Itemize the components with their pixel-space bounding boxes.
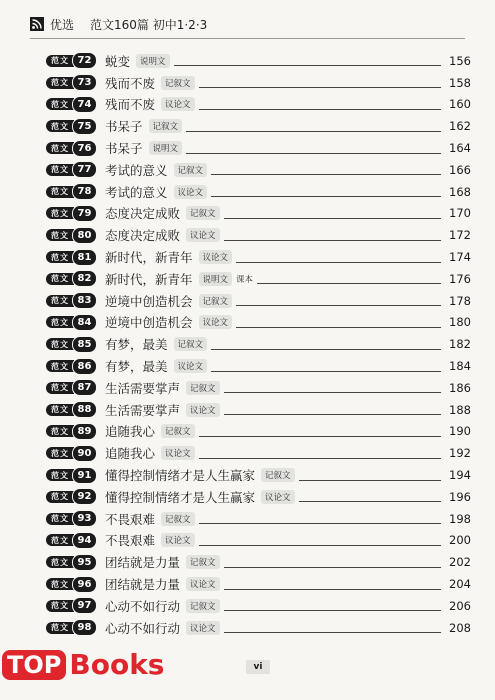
- leader-line: [224, 404, 441, 415]
- toc-entry[interactable]: [46, 333, 471, 355]
- entry-badge: [46, 359, 97, 374]
- badge-label: 范文: [46, 251, 74, 263]
- entry-badge: [46, 337, 97, 352]
- source-chip: 课本: [236, 274, 254, 285]
- toc-entry[interactable]: [46, 551, 471, 573]
- entry-title: 新时代，新青年: [105, 271, 193, 287]
- toc-entry[interactable]: [46, 159, 471, 181]
- toc-entry[interactable]: [46, 377, 471, 399]
- genre-chip: 记叙文: [186, 206, 220, 220]
- leader-line: [299, 470, 441, 481]
- badge-label: 范文: [46, 360, 74, 372]
- entry-title: 团结就是力量: [105, 555, 181, 571]
- genre-chip: 记叙文: [149, 119, 183, 133]
- entry-title: 心动不如行动: [105, 620, 181, 636]
- leader-line: [199, 77, 441, 88]
- toc-entry[interactable]: [46, 290, 471, 312]
- rss-logo-icon: [30, 17, 44, 31]
- leader-line: [186, 143, 441, 154]
- entry-page: 182: [449, 337, 471, 352]
- badge-label: 范文: [46, 164, 74, 176]
- entry-title: 蜕变: [105, 53, 131, 69]
- entry-number: 90: [72, 445, 97, 462]
- entry-badge: [46, 97, 97, 112]
- toc-entry[interactable]: [46, 72, 471, 94]
- entry-page: 208: [449, 620, 471, 635]
- entry-title: 考试的意义: [105, 184, 168, 200]
- entry-page: 174: [449, 250, 471, 265]
- brand-label: 优选: [50, 17, 75, 32]
- genre-chip: 记叙文: [174, 337, 208, 351]
- leader-line: [224, 622, 441, 633]
- entry-page: 190: [449, 424, 471, 439]
- toc-entry[interactable]: [46, 595, 471, 617]
- genre-chip: 议论文: [174, 359, 208, 373]
- entry-title: 有梦，最美: [105, 337, 168, 353]
- genre-chip: 议论文: [186, 403, 220, 417]
- entry-page: 200: [449, 533, 471, 548]
- entry-number: 73: [72, 74, 97, 91]
- entry-badge: [46, 271, 97, 286]
- entry-badge: [46, 533, 97, 548]
- entry-page: 162: [449, 119, 471, 134]
- genre-chip: 说明文: [149, 141, 183, 155]
- entry-badge: [46, 380, 97, 395]
- entry-number: 93: [72, 510, 97, 527]
- badge-label: 范文: [46, 295, 74, 307]
- entry-number: 96: [72, 576, 97, 593]
- genre-chip: 记叙文: [161, 512, 195, 526]
- toc-entry[interactable]: [46, 224, 471, 246]
- entry-number: 92: [72, 488, 97, 505]
- genre-chip: 议论文: [186, 228, 220, 242]
- toc-entry[interactable]: [46, 203, 471, 225]
- entry-page: 202: [449, 555, 471, 570]
- entry-number: 75: [72, 118, 97, 135]
- leader-line: [211, 186, 441, 197]
- badge-label: 范文: [46, 229, 74, 241]
- running-header: [30, 14, 207, 34]
- entry-title: 态度决定成败: [105, 228, 181, 244]
- entry-number: 87: [72, 379, 97, 396]
- leader-line: [199, 99, 441, 110]
- genre-chip: 记叙文: [186, 599, 220, 613]
- badge-label: 范文: [46, 534, 74, 546]
- entry-page: 164: [449, 141, 471, 156]
- leader-line: [224, 382, 441, 393]
- entry-page: 204: [449, 577, 471, 592]
- leader-line: [199, 448, 441, 459]
- genre-chip: 议论文: [174, 185, 208, 199]
- leader-line: [211, 361, 441, 372]
- entry-number: 78: [72, 183, 97, 200]
- entry-page: 166: [449, 162, 471, 177]
- entry-page: 188: [449, 402, 471, 417]
- entry-page: 194: [449, 468, 471, 483]
- entry-badge: [46, 511, 97, 526]
- entry-badge: [46, 315, 97, 330]
- badge-label: 范文: [46, 556, 74, 568]
- genre-chip: 议论文: [186, 577, 220, 591]
- entry-number: 91: [72, 467, 97, 484]
- toc-entry[interactable]: [46, 181, 471, 203]
- entry-title: 懂得控制情绪才是人生赢家: [105, 489, 256, 505]
- genre-chip: 记叙文: [174, 163, 208, 177]
- entry-title: 逆境中创造机会: [105, 315, 193, 331]
- leader-line: [299, 491, 441, 502]
- badge-label: 范文: [46, 622, 74, 634]
- entry-badge: [46, 489, 97, 504]
- entry-title: 书呆子: [105, 119, 143, 135]
- toc-entry[interactable]: [46, 50, 471, 72]
- entry-number: 82: [72, 270, 97, 287]
- genre-chip: 议论文: [161, 446, 195, 460]
- badge-label: 范文: [46, 338, 74, 350]
- toc-entry[interactable]: [46, 355, 471, 377]
- entry-badge: [46, 141, 97, 156]
- page-number: vi: [246, 660, 270, 674]
- toc-entry[interactable]: [46, 530, 471, 552]
- entry-badge: [46, 598, 97, 613]
- entry-number: 88: [72, 401, 97, 418]
- entry-number: 86: [72, 358, 97, 375]
- badge-label: 范文: [46, 382, 74, 394]
- badge-label: 范文: [46, 98, 74, 110]
- genre-chip: 记叙文: [261, 468, 295, 482]
- badge-label: 范文: [46, 469, 74, 481]
- entry-page: 170: [449, 206, 471, 221]
- badge-label: 范文: [46, 425, 74, 437]
- entry-badge: [46, 53, 97, 68]
- entry-title: 残而不废: [105, 75, 156, 91]
- entry-title: 不畏艰难: [105, 533, 156, 549]
- entry-badge: [46, 119, 97, 134]
- entry-badge: [46, 75, 97, 90]
- header-rule: [30, 38, 465, 39]
- genre-chip: 议论文: [161, 97, 195, 111]
- toc-entry[interactable]: [46, 312, 471, 334]
- entry-number: 76: [72, 140, 97, 157]
- entry-badge: [46, 577, 97, 592]
- toc-entry[interactable]: [46, 246, 471, 268]
- entry-page: 206: [449, 598, 471, 613]
- toc-entry[interactable]: [46, 442, 471, 464]
- toc-entry[interactable]: [46, 399, 471, 421]
- entry-title: 书呆子: [105, 141, 143, 157]
- entry-badge: [46, 424, 97, 439]
- badge-label: 范文: [46, 55, 74, 67]
- watermark-top: TOP: [2, 650, 66, 680]
- entry-number: 97: [72, 597, 97, 614]
- entry-badge: [46, 228, 97, 243]
- entry-title: 残而不废: [105, 97, 156, 113]
- entry-title: 追随我心: [105, 446, 156, 462]
- entry-number: 95: [72, 554, 97, 571]
- leader-line: [236, 317, 441, 328]
- leader-line: [224, 557, 441, 568]
- entry-page: 156: [449, 53, 471, 68]
- leader-line: [224, 208, 441, 219]
- toc-entry[interactable]: [46, 421, 471, 443]
- entry-title: 不畏艰难: [105, 511, 156, 527]
- genre-chip: 议论文: [161, 533, 195, 547]
- entry-badge: [46, 250, 97, 265]
- entry-badge: [46, 293, 97, 308]
- badge-label: 范文: [46, 142, 74, 154]
- leader-line: [257, 273, 441, 284]
- genre-chip: 议论文: [199, 315, 233, 329]
- entry-page: 180: [449, 315, 471, 330]
- entry-number: 81: [72, 249, 97, 266]
- entry-page: 196: [449, 489, 471, 504]
- badge-label: 范文: [46, 207, 74, 219]
- toc-entry[interactable]: [46, 486, 471, 508]
- entry-title: 懂得控制情绪才是人生赢家: [105, 468, 256, 484]
- genre-chip: 记叙文: [186, 381, 220, 395]
- table-of-contents: [46, 50, 471, 639]
- entry-title: 生活需要掌声: [105, 402, 181, 418]
- genre-chip: 议论文: [199, 250, 233, 264]
- entry-number: 80: [72, 227, 97, 244]
- entry-title: 考试的意义: [105, 162, 168, 178]
- leader-line: [224, 230, 441, 241]
- leader-line: [211, 339, 441, 350]
- entry-badge: [46, 620, 97, 635]
- genre-chip: 说明文: [199, 272, 233, 286]
- entry-badge: [46, 555, 97, 570]
- entry-title: 生活需要掌声: [105, 380, 181, 396]
- entry-title: 心动不如行动: [105, 598, 181, 614]
- topbooks-watermark: [2, 648, 164, 681]
- genre-chip: 记叙文: [199, 294, 233, 308]
- entry-badge: [46, 206, 97, 221]
- entry-title: 逆境中创造机会: [105, 293, 193, 309]
- entry-badge: [46, 184, 97, 199]
- leader-line: [199, 426, 441, 437]
- entry-number: 94: [72, 532, 97, 549]
- leader-line: [236, 252, 441, 263]
- entry-badge: [46, 468, 97, 483]
- entry-number: 72: [72, 52, 97, 69]
- genre-chip: 记叙文: [186, 555, 220, 569]
- badge-label: 范文: [46, 404, 74, 416]
- entry-page: 192: [449, 446, 471, 461]
- entry-number: 79: [72, 205, 97, 222]
- entry-title: 团结就是力量: [105, 577, 181, 593]
- badge-label: 范文: [46, 186, 74, 198]
- entry-badge: [46, 162, 97, 177]
- book-title: 范文160篇 初中1·2·3: [90, 17, 208, 32]
- badge-label: 范文: [46, 77, 74, 89]
- toc-entry[interactable]: [46, 268, 471, 290]
- leader-line: [211, 164, 441, 175]
- entry-title: 新时代，新青年: [105, 250, 193, 266]
- toc-entry[interactable]: [46, 617, 471, 639]
- badge-label: 范文: [46, 316, 74, 328]
- entry-page: 158: [449, 75, 471, 90]
- genre-chip: 说明文: [136, 54, 170, 68]
- leader-line: [186, 121, 441, 132]
- entry-number: 74: [72, 96, 97, 113]
- genre-chip: 议论文: [186, 621, 220, 635]
- entry-number: 77: [72, 161, 97, 178]
- toc-entry[interactable]: [46, 573, 471, 595]
- entry-title: 追随我心: [105, 424, 156, 440]
- badge-label: 范文: [46, 491, 74, 503]
- badge-label: 范文: [46, 120, 74, 132]
- leader-line: [224, 579, 441, 590]
- entry-title: 态度决定成败: [105, 206, 181, 222]
- entry-page: 198: [449, 511, 471, 526]
- entry-page: 172: [449, 228, 471, 243]
- toc-entry[interactable]: [46, 115, 471, 137]
- entry-number: 89: [72, 423, 97, 440]
- toc-entry[interactable]: [46, 508, 471, 530]
- leader-line: [174, 55, 441, 66]
- leader-line: [236, 295, 441, 306]
- entry-number: 83: [72, 292, 97, 309]
- toc-entry[interactable]: [46, 94, 471, 116]
- entry-page: 160: [449, 97, 471, 112]
- badge-label: 范文: [46, 578, 74, 590]
- leader-line: [199, 513, 441, 524]
- entry-number: 84: [72, 314, 97, 331]
- entry-badge: [46, 446, 97, 461]
- toc-entry[interactable]: [46, 137, 471, 159]
- leader-line: [224, 600, 441, 611]
- badge-label: 范文: [46, 273, 74, 285]
- entry-title: 有梦，最美: [105, 359, 168, 375]
- badge-label: 范文: [46, 513, 74, 525]
- entry-page: 184: [449, 359, 471, 374]
- genre-chip: 议论文: [261, 490, 295, 504]
- entry-page: 176: [449, 271, 471, 286]
- entry-page: 186: [449, 380, 471, 395]
- leader-line: [199, 535, 441, 546]
- watermark-books: Books: [69, 648, 165, 681]
- entry-number: 85: [72, 336, 97, 353]
- badge-label: 范文: [46, 600, 74, 612]
- entry-badge: [46, 402, 97, 417]
- badge-label: 范文: [46, 447, 74, 459]
- genre-chip: 记叙文: [161, 76, 195, 90]
- entry-page: 168: [449, 184, 471, 199]
- entry-number: 98: [72, 619, 97, 636]
- entry-page: 178: [449, 293, 471, 308]
- genre-chip: 记叙文: [161, 424, 195, 438]
- toc-entry[interactable]: [46, 464, 471, 486]
